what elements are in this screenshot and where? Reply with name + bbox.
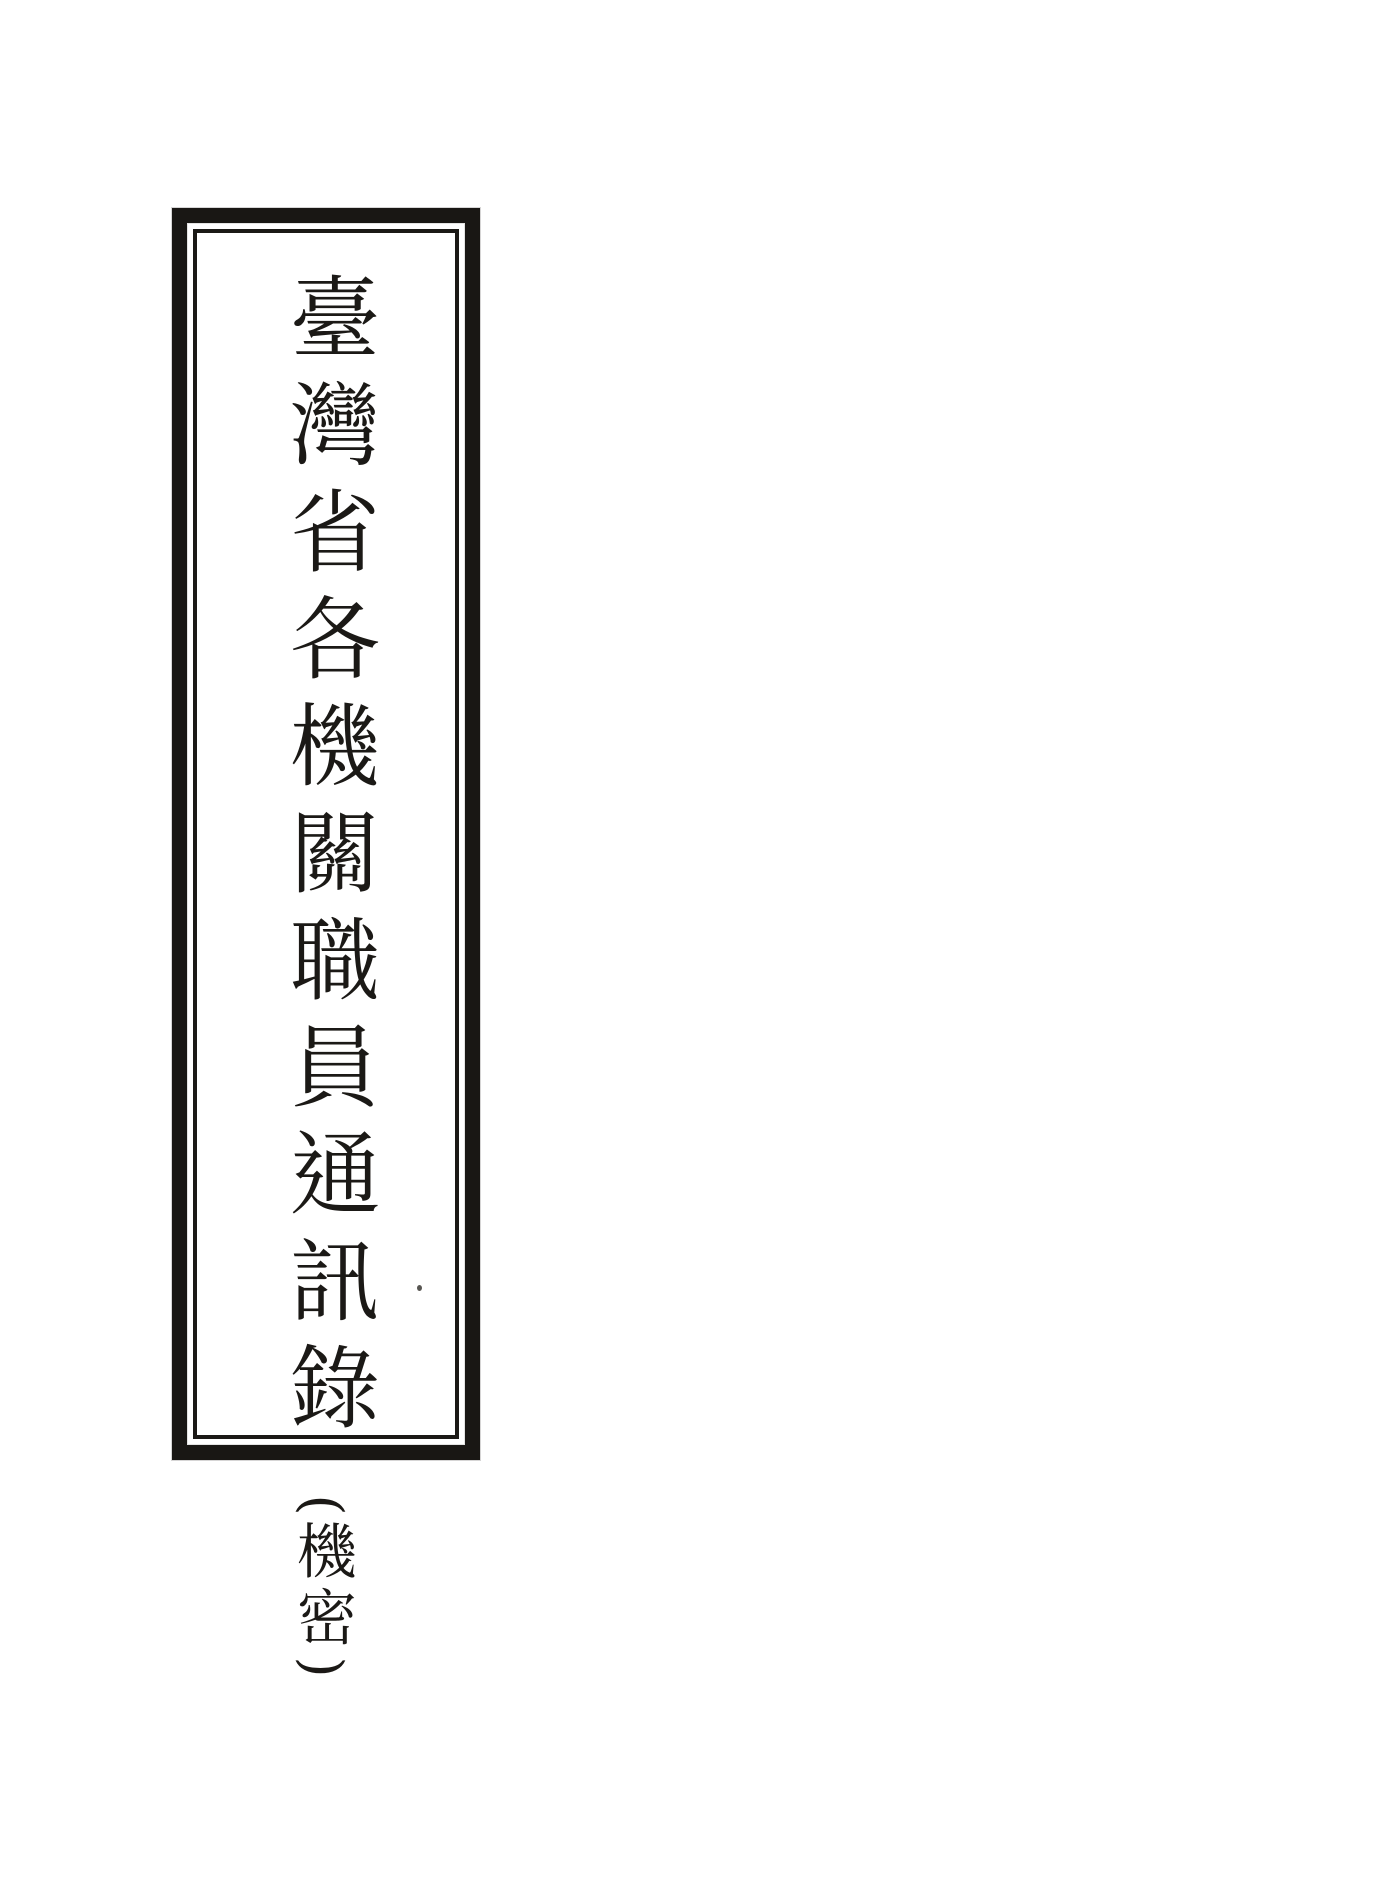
title-border-inner-frame <box>193 229 459 1448</box>
vertical-close-paren-glyph: ) <box>291 1656 354 1678</box>
classification-mark <box>272 1494 372 1678</box>
book-title-vertical-text: 臺灣省各機關職員通訊錄 <box>274 271 379 1448</box>
title-border-frame <box>172 208 480 1460</box>
vertical-open-paren-glyph: ( <box>291 1494 354 1516</box>
scan-speck <box>417 1285 422 1291</box>
classification-label: 機密 <box>287 1520 357 1652</box>
